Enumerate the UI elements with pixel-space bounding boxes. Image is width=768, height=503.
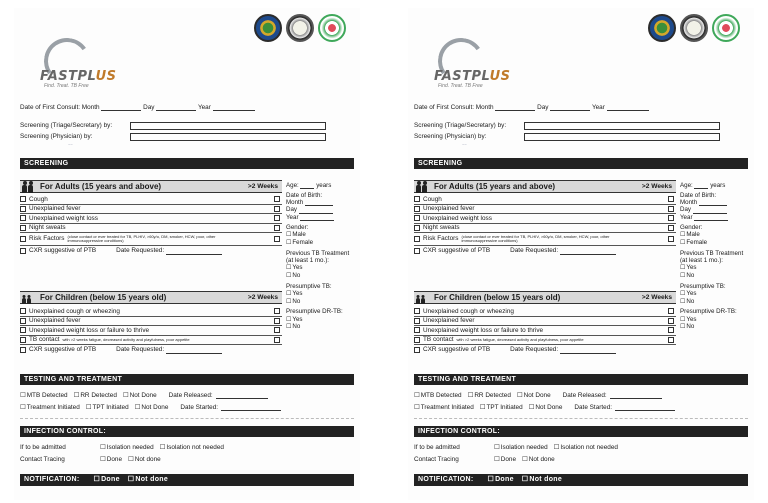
person-icon <box>421 298 425 304</box>
presumptive-dr-yes-checkbox[interactable]: ☐ Yes <box>680 316 750 324</box>
adults-people-icon <box>416 181 430 193</box>
isolation-needed-checkbox[interactable]: ☐ Isolation needed <box>494 444 548 451</box>
notification-bar <box>414 474 748 486</box>
consult-date-label: Date of First Consult: Month <box>20 104 100 111</box>
dob-day-field[interactable] <box>299 209 333 214</box>
admission-row <box>414 444 748 451</box>
notification-not-done-checkbox[interactable]: ☐ Not done <box>522 476 562 484</box>
presumptive-dr-block <box>680 308 750 331</box>
date-started-field[interactable] <box>615 405 675 411</box>
list-item <box>414 195 676 205</box>
divider <box>414 418 748 419</box>
checkbox[interactable] <box>414 308 420 314</box>
notification-label: NOTIFICATION: <box>418 475 474 483</box>
checkbox[interactable] <box>414 337 420 343</box>
form-sheet-right <box>408 8 754 500</box>
physician-field[interactable] <box>130 133 326 141</box>
tb-contact-note: with >2 weeks fatigue, decreased activity and playfulness, poor appetite <box>456 336 584 342</box>
two-weeks-checkbox[interactable] <box>274 225 280 231</box>
tb-contact-label: TB contact <box>29 336 60 344</box>
list-item <box>414 214 676 224</box>
tb-contact-row <box>20 336 282 346</box>
dob-block <box>680 192 750 221</box>
children-title: For Children (below 15 years old) <box>434 292 561 302</box>
first-consult-row <box>414 104 748 111</box>
symptom-label: Night sweats <box>423 224 460 232</box>
previous-tb-block <box>680 250 750 280</box>
contact-tracing-label: Contact Tracing <box>414 456 459 463</box>
health-office-seal-icon <box>318 14 346 42</box>
contact-tracing-label: Contact Tracing <box>20 456 65 463</box>
date-released-field[interactable] <box>610 393 662 399</box>
screening-header: SCREENING <box>20 158 354 169</box>
age-field[interactable] <box>694 184 708 189</box>
physician-label: Screening (Physician) by: <box>414 133 487 140</box>
symptom-label: Unexplained fever <box>29 205 81 213</box>
date-requested-field[interactable] <box>166 248 222 255</box>
month-field[interactable] <box>101 104 141 111</box>
triage-label: Screening (Triage/Secretary) by: <box>414 122 507 129</box>
gender-block <box>286 224 356 247</box>
list-item <box>414 307 676 317</box>
consult-date-label: Date of First Consult: Month <box>414 104 494 111</box>
notification-done-checkbox[interactable]: ☐ Done <box>487 476 513 484</box>
tb-contact-label: TB contact <box>423 336 454 344</box>
fastplus-logo <box>420 36 511 89</box>
testing-not-done-checkbox[interactable]: ☐ Not Done <box>123 392 157 399</box>
two-weeks-checkbox[interactable] <box>668 215 674 221</box>
person-icon <box>27 298 31 304</box>
date-requested-field[interactable] <box>560 248 616 255</box>
contact-not-done-checkbox[interactable]: ☐ Not done <box>522 456 555 463</box>
two-weeks-checkbox[interactable] <box>274 206 280 212</box>
presumptive-dr-no-checkbox[interactable]: ☐ No <box>286 323 356 331</box>
children-panel-header <box>414 291 676 304</box>
symptom-label: Cough <box>29 195 48 203</box>
two-weeks-checkbox[interactable] <box>274 327 280 333</box>
checkbox[interactable] <box>20 308 26 314</box>
date-requested-label: Date Requested: <box>116 346 165 354</box>
date-requested-label: Date Requested: <box>116 247 165 255</box>
two-weeks-checkbox[interactable] <box>668 196 674 202</box>
testing-row-2 <box>414 404 748 411</box>
treatment-not-done-checkbox[interactable]: ☐ Not Done <box>529 404 563 411</box>
adults-panel-header <box>414 180 676 193</box>
two-weeks-checkbox[interactable] <box>274 215 280 221</box>
testing-header: TESTING AND TREATMENT <box>414 374 748 385</box>
isolation-not-needed-checkbox[interactable]: ☐ Isolation not needed <box>160 444 224 451</box>
date-started-label: Date Started: <box>574 404 613 411</box>
dob-day-label: Day <box>680 206 692 214</box>
dob-label: Date of Birth: <box>680 192 717 200</box>
cxr-label: CXR suggestive of PTB <box>423 247 491 255</box>
dob-year-label: Year <box>680 213 693 221</box>
treatment-initiated-checkbox[interactable]: ☐ Treatment Initiated <box>414 404 474 411</box>
presumptive-dr-block <box>286 308 356 331</box>
age-field[interactable] <box>300 184 314 189</box>
screening-by-row <box>20 122 354 129</box>
children-weeks-label: >2 Weeks <box>247 293 278 301</box>
symptom-label: Night sweats <box>29 224 66 232</box>
rr-detected-checkbox[interactable]: ☐ RR Detected <box>74 392 117 399</box>
checkbox[interactable] <box>20 248 26 254</box>
previous-tb-label: Previous TB Treatment (at least 1 mo.): <box>680 249 744 264</box>
tb-contact-row <box>414 336 676 346</box>
male-checkbox[interactable]: ☐ Male <box>286 231 356 239</box>
two-weeks-checkbox[interactable] <box>274 196 280 202</box>
dob-year-field[interactable] <box>694 216 728 221</box>
doh-seal-icon <box>254 14 282 42</box>
adults-weeks-label: >2 Weeks <box>641 182 672 190</box>
risk-factors-row <box>414 233 676 246</box>
list-item <box>414 317 676 327</box>
children-people-icon <box>416 292 430 304</box>
isolation-not-needed-checkbox[interactable]: ☐ Isolation not needed <box>554 444 618 451</box>
day-label: Day <box>143 104 155 111</box>
adults-symptom-list <box>20 195 282 256</box>
symptom-label: Unexplained cough or wheezing <box>423 307 514 315</box>
symptom-label: Unexplained cough or wheezing <box>29 307 120 315</box>
date-released-label: Date Released: <box>562 392 607 399</box>
adults-people-icon <box>22 181 36 193</box>
symptom-label: Unexplained fever <box>423 205 475 213</box>
year-label: Year <box>591 104 605 111</box>
list-item <box>414 326 676 336</box>
two-weeks-checkbox[interactable] <box>668 308 674 314</box>
tpt-initiated-checkbox[interactable]: ☐ TPT Initiated <box>86 404 129 411</box>
presumptive-tb-yes-checkbox[interactable]: ☐ Yes <box>286 290 356 298</box>
patient-info-panel <box>680 182 750 334</box>
two-weeks-checkbox[interactable] <box>274 337 280 343</box>
testing-row-1 <box>414 392 748 399</box>
list-item <box>20 224 282 234</box>
checkbox[interactable] <box>414 225 420 231</box>
notification-label: NOTIFICATION: <box>24 475 80 483</box>
checkbox[interactable] <box>20 236 26 242</box>
adults-title: For Adults (15 years and above) <box>434 181 556 191</box>
gender-block <box>680 224 750 247</box>
health-office-seal-icon <box>712 14 740 42</box>
checkbox[interactable] <box>20 215 26 221</box>
date-requested-field[interactable] <box>166 347 222 354</box>
day-label: Day <box>537 104 549 111</box>
symptom-label: Unexplained weight loss <box>423 214 492 222</box>
dob-year-field[interactable] <box>300 216 334 221</box>
testing-row-2 <box>20 404 354 411</box>
handwritten-mark: ~~ <box>68 142 73 147</box>
checkbox[interactable] <box>20 337 26 343</box>
previous-tb-block <box>286 250 356 280</box>
testing-row-1 <box>20 392 354 399</box>
previous-tb-yes-checkbox[interactable]: ☐ Yes <box>286 264 356 272</box>
fastplus-logo <box>26 36 117 89</box>
age-label: Age: <box>286 182 299 189</box>
age-row <box>680 182 750 189</box>
children-symptom-list <box>20 307 282 355</box>
testing-header: TESTING AND TREATMENT <box>20 374 354 385</box>
risk-factors-note: (close contact or ever treated for TB, PLHIV, >60y/o, DM, smoker, HCW, poor, other immunosuppressive conditions) <box>461 233 610 243</box>
checkbox[interactable] <box>20 196 26 202</box>
screening-by-row <box>414 122 748 129</box>
person-icon <box>22 298 26 304</box>
checkbox[interactable] <box>20 225 26 231</box>
tpt-initiated-checkbox[interactable]: ☐ TPT Initiated <box>480 404 523 411</box>
logo-text: FASTPLUS <box>434 69 511 84</box>
checkbox[interactable] <box>414 347 420 353</box>
risk-factors-label: Risk Factors <box>29 235 65 243</box>
checkbox[interactable] <box>20 318 26 324</box>
presumptive-dr-no-checkbox[interactable]: ☐ No <box>680 323 750 331</box>
person-icon <box>422 185 427 193</box>
presumptive-tb-label: Presumptive TB: <box>680 282 726 290</box>
checkbox[interactable] <box>20 327 26 333</box>
rr-detected-checkbox[interactable]: ☐ RR Detected <box>468 392 511 399</box>
admission-row <box>20 444 354 451</box>
notification-not-done-checkbox[interactable]: ☐ Not done <box>128 476 168 484</box>
risk-factors-note: (close contact or ever treated for TB, PLHIV, >60y/o, DM, smoker, HCW, poor, other immunosuppressive conditions) <box>67 233 216 243</box>
logo-tagline: Find. Treat. TB Free <box>44 83 89 89</box>
physician-by-row <box>20 133 354 140</box>
checkbox[interactable] <box>414 236 420 242</box>
symptom-label: Unexplained fever <box>423 317 475 325</box>
date-requested-label: Date Requested: <box>510 247 559 255</box>
municipal-seal-icon <box>286 14 314 42</box>
date-started-label: Date Started: <box>180 404 219 411</box>
gender-label: Gender: <box>286 223 309 231</box>
year-label: Year <box>197 104 211 111</box>
first-consult-row <box>20 104 354 111</box>
male-checkbox[interactable]: ☐ Male <box>680 231 750 239</box>
screening-header: SCREENING <box>414 158 748 169</box>
day-field[interactable] <box>156 104 196 111</box>
list-item <box>20 326 282 336</box>
checkbox[interactable] <box>414 318 420 324</box>
admitted-label: If to be admitted <box>414 444 460 451</box>
year-field[interactable] <box>213 104 255 111</box>
physician-field[interactable] <box>524 133 720 141</box>
age-row <box>286 182 356 189</box>
checkbox[interactable] <box>414 248 420 254</box>
treatment-not-done-checkbox[interactable]: ☐ Not Done <box>135 404 169 411</box>
date-requested-label: Date Requested: <box>510 346 559 354</box>
logo-text: FASTPLUS <box>40 69 117 84</box>
dob-month-label: Month <box>680 199 698 207</box>
two-weeks-checkbox[interactable] <box>668 236 674 242</box>
seal-group <box>254 14 346 42</box>
date-requested-field[interactable] <box>560 347 616 354</box>
admitted-label: If to be admitted <box>20 444 66 451</box>
adults-title: For Adults (15 years and above) <box>40 181 162 191</box>
contact-done-checkbox[interactable]: ☐ Done <box>100 456 122 463</box>
day-field[interactable] <box>550 104 590 111</box>
female-checkbox[interactable]: ☐ Female <box>680 239 750 247</box>
dob-day-label: Day <box>286 206 298 214</box>
doh-seal-icon <box>648 14 676 42</box>
cxr-label: CXR suggestive of PTB <box>29 346 97 354</box>
previous-tb-label: Previous TB Treatment (at least 1 mo.): <box>286 249 350 264</box>
cxr-label: CXR suggestive of PTB <box>423 346 491 354</box>
notification-bar <box>20 474 354 486</box>
checkbox[interactable] <box>414 215 420 221</box>
date-started-field[interactable] <box>221 405 281 411</box>
date-released-label: Date Released: <box>168 392 213 399</box>
mtb-detected-checkbox[interactable]: ☐ MTB Detected <box>414 392 462 399</box>
logo-tagline: Find. Treat. TB Free <box>438 83 483 89</box>
two-weeks-checkbox[interactable] <box>274 318 280 324</box>
presumptive-dr-yes-checkbox[interactable]: ☐ Yes <box>286 316 356 324</box>
two-weeks-checkbox[interactable] <box>668 318 674 324</box>
mtb-detected-checkbox[interactable]: ☐ MTB Detected <box>20 392 68 399</box>
presumptive-dr-label: Presumptive DR-TB: <box>286 308 343 316</box>
cxr-label: CXR suggestive of PTB <box>29 247 97 255</box>
symptom-label: Unexplained weight loss or failure to thrive <box>29 326 150 334</box>
presumptive-tb-no-checkbox[interactable]: ☐ No <box>286 298 356 306</box>
dob-month-label: Month <box>286 199 304 207</box>
person-icon <box>416 185 421 193</box>
contact-not-done-checkbox[interactable]: ☐ Not done <box>128 456 161 463</box>
two-weeks-checkbox[interactable] <box>668 225 674 231</box>
presumptive-dr-label: Presumptive DR-TB: <box>680 308 737 316</box>
symptom-label: Unexplained weight loss <box>29 214 98 222</box>
adults-cxr-row <box>20 246 282 256</box>
physician-label: Screening (Physician) by: <box>20 133 93 140</box>
age-label: Age: <box>680 182 693 189</box>
treatment-initiated-checkbox[interactable]: ☐ Treatment Initiated <box>20 404 80 411</box>
checkbox[interactable] <box>20 347 26 353</box>
date-released-field[interactable] <box>216 393 268 399</box>
list-item <box>20 317 282 327</box>
year-field[interactable] <box>607 104 649 111</box>
triage-label: Screening (Triage/Secretary) by: <box>20 122 113 129</box>
two-weeks-checkbox[interactable] <box>274 236 280 242</box>
seal-group <box>648 14 740 42</box>
physician-by-row <box>414 133 748 140</box>
infection-header: INFECTION CONTROL: <box>20 426 354 437</box>
symptom-label: Cough <box>423 195 442 203</box>
adults-symptom-list <box>414 195 676 256</box>
contact-tracing-row <box>414 456 748 463</box>
presumptive-tb-block <box>286 283 356 306</box>
list-item <box>20 195 282 205</box>
female-checkbox[interactable]: ☐ Female <box>286 239 356 247</box>
two-weeks-checkbox[interactable] <box>274 308 280 314</box>
person-icon <box>22 185 27 193</box>
previous-tb-no-checkbox[interactable]: ☐ No <box>286 272 356 280</box>
years-label: years <box>316 182 332 189</box>
adults-panel-header <box>20 180 282 193</box>
two-weeks-checkbox[interactable] <box>668 337 674 343</box>
dob-year-label: Year <box>286 213 299 221</box>
checkbox[interactable] <box>414 327 420 333</box>
two-weeks-checkbox[interactable] <box>668 327 674 333</box>
testing-not-done-checkbox[interactable]: ☐ Not Done <box>517 392 551 399</box>
triage-field[interactable] <box>130 122 326 130</box>
divider <box>20 418 354 419</box>
two-weeks-checkbox[interactable] <box>668 206 674 212</box>
municipal-seal-icon <box>680 14 708 42</box>
handwritten-mark: ~~ <box>462 142 467 147</box>
notification-done-checkbox[interactable]: ☐ Done <box>93 476 119 484</box>
symptom-label: Unexplained weight loss or failure to thrive <box>423 326 544 334</box>
dob-label: Date of Birth: <box>286 192 323 200</box>
presumptive-tb-yes-checkbox[interactable]: ☐ Yes <box>680 290 750 298</box>
dob-block <box>286 192 356 221</box>
children-title: For Children (below 15 years old) <box>40 292 167 302</box>
children-cxr-row <box>20 345 282 355</box>
symptom-label: Unexplained fever <box>29 317 81 325</box>
previous-tb-yes-checkbox[interactable]: ☐ Yes <box>680 264 750 272</box>
dob-day-field[interactable] <box>693 209 727 214</box>
risk-factors-row <box>20 233 282 246</box>
presumptive-tb-label: Presumptive TB: <box>286 282 332 290</box>
checkbox[interactable] <box>414 206 420 212</box>
person-icon <box>28 185 33 193</box>
person-icon <box>416 298 420 304</box>
contact-done-checkbox[interactable]: ☐ Done <box>494 456 516 463</box>
adults-weeks-label: >2 Weeks <box>247 182 278 190</box>
list-item <box>414 224 676 234</box>
children-symptom-list <box>414 307 676 355</box>
children-weeks-label: >2 Weeks <box>641 293 672 301</box>
checkbox[interactable] <box>414 196 420 202</box>
list-item <box>20 205 282 215</box>
contact-tracing-row <box>20 456 354 463</box>
presumptive-tb-block <box>680 283 750 306</box>
infection-header: INFECTION CONTROL: <box>414 426 748 437</box>
checkbox[interactable] <box>20 206 26 212</box>
risk-factors-label: Risk Factors <box>423 235 459 243</box>
children-panel-header <box>20 291 282 304</box>
list-item <box>20 214 282 224</box>
years-label: years <box>710 182 726 189</box>
presumptive-tb-no-checkbox[interactable]: ☐ No <box>680 298 750 306</box>
isolation-needed-checkbox[interactable]: ☐ Isolation needed <box>100 444 154 451</box>
form-sheet-left <box>14 8 360 500</box>
previous-tb-no-checkbox[interactable]: ☐ No <box>680 272 750 280</box>
children-people-icon <box>22 292 36 304</box>
triage-field[interactable] <box>524 122 720 130</box>
month-field[interactable] <box>495 104 535 111</box>
patient-info-panel <box>286 182 356 334</box>
tb-contact-note: with >2 weeks fatigue, decreased activity and playfulness, poor appetite <box>62 336 190 342</box>
list-item <box>414 205 676 215</box>
children-cxr-row <box>414 345 676 355</box>
adults-cxr-row <box>414 246 676 256</box>
gender-label: Gender: <box>680 223 703 231</box>
list-item <box>20 307 282 317</box>
